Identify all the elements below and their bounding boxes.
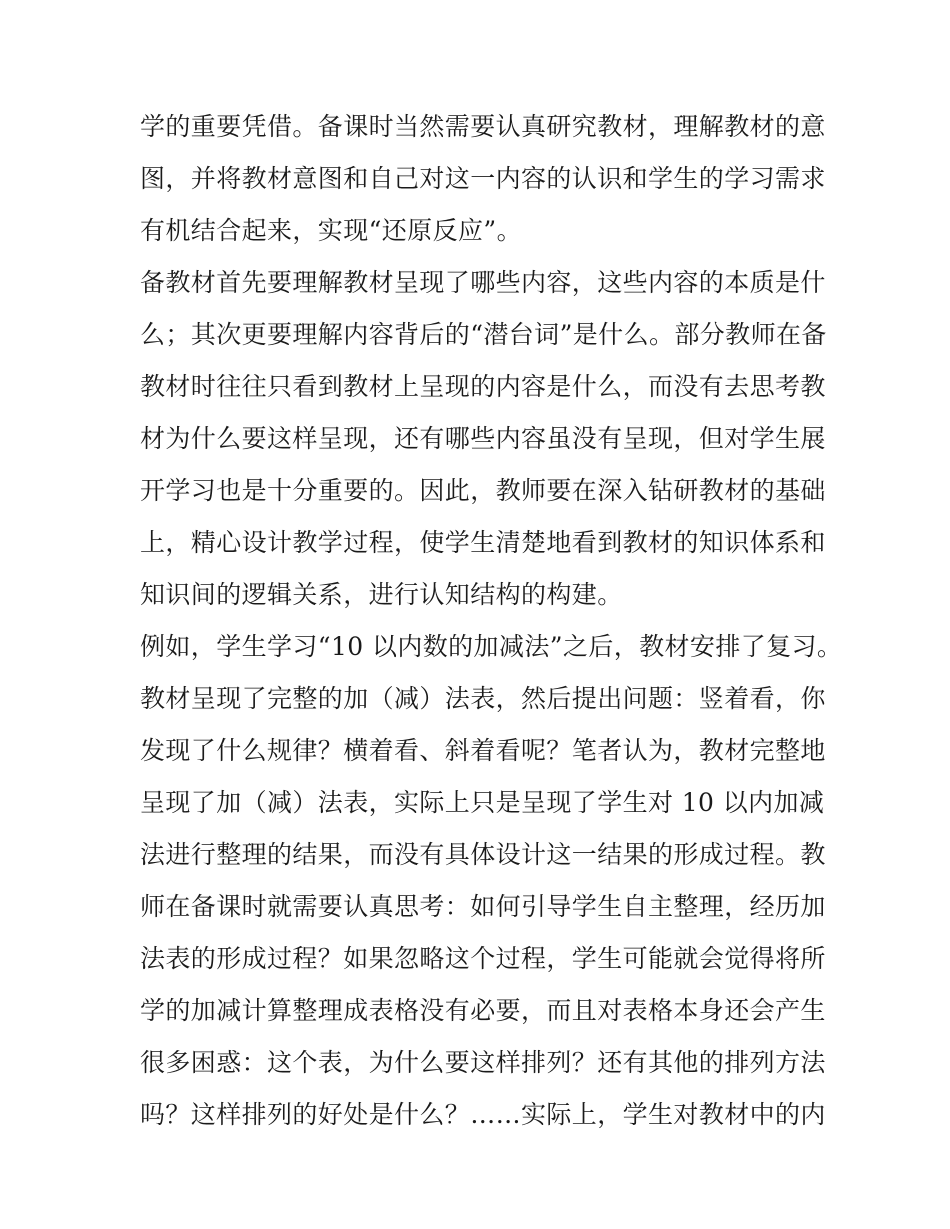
text-line: 例如，学生学习“10 以内数的加减法”之后，教材安排了复习。 [140, 632, 843, 661]
text-line: 法表的形成过程？如果忽略这个过程，学生可能就会觉得将所 [140, 944, 826, 973]
text-line: 很多困惑：这个表，为什么要这样排列？还有其他的排列方法 [140, 1048, 826, 1077]
text-line: 学的加减计算整理成表格没有必要，而且对表格本身还会产生 [140, 996, 826, 1025]
text-line: 备教材首先要理解教材呈现了哪些内容，这些内容的本质是什 [140, 268, 826, 297]
text-line: 教材时往往只看到教材上呈现的内容是什么，而没有去思考教 [140, 372, 826, 401]
text-line: 材为什么要这样呈现，还有哪些内容虽没有呈现，但对学生展 [140, 424, 826, 453]
text-line: 知识间的逻辑关系，进行认知结构的构建。 [140, 580, 623, 609]
text-line: 有机结合起来，实现“还原反应”。 [140, 216, 522, 245]
text-line: 上，精心设计教学过程，使学生清楚地看到教材的知识体系和 [140, 528, 826, 557]
text-line: 教材呈现了完整的加（减）法表，然后提出问题：竖着看，你 [140, 684, 826, 713]
text-line: 开学习也是十分重要的。因此，教师要在深入钻研教材的基础 [140, 476, 826, 505]
text-line: 吗？这样排列的好处是什么？……实际上，学生对教材中的内 [140, 1100, 826, 1129]
text-line: 呈现了加（减）法表，实际上只是呈现了学生对 10 以内加减 [140, 788, 825, 817]
text-line: 学的重要凭借。备课时当然需要认真研究教材，理解教材的意 [140, 112, 826, 141]
text-line: 么；其次更要理解内容背后的“潜台词”是什么。部分教师在备 [140, 320, 827, 349]
text-line: 发现了什么规律？横着看、斜着看呢？笔者认为，教材完整地 [140, 736, 826, 765]
text-line: 图，并将教材意图和自己对这一内容的认识和学生的学习需求 [140, 164, 826, 193]
text-line: 师在备课时就需要认真思考：如何引导学生自主整理，经历加 [140, 892, 826, 921]
text-line: 法进行整理的结果，而没有具体设计这一结果的形成过程。教 [140, 840, 826, 869]
